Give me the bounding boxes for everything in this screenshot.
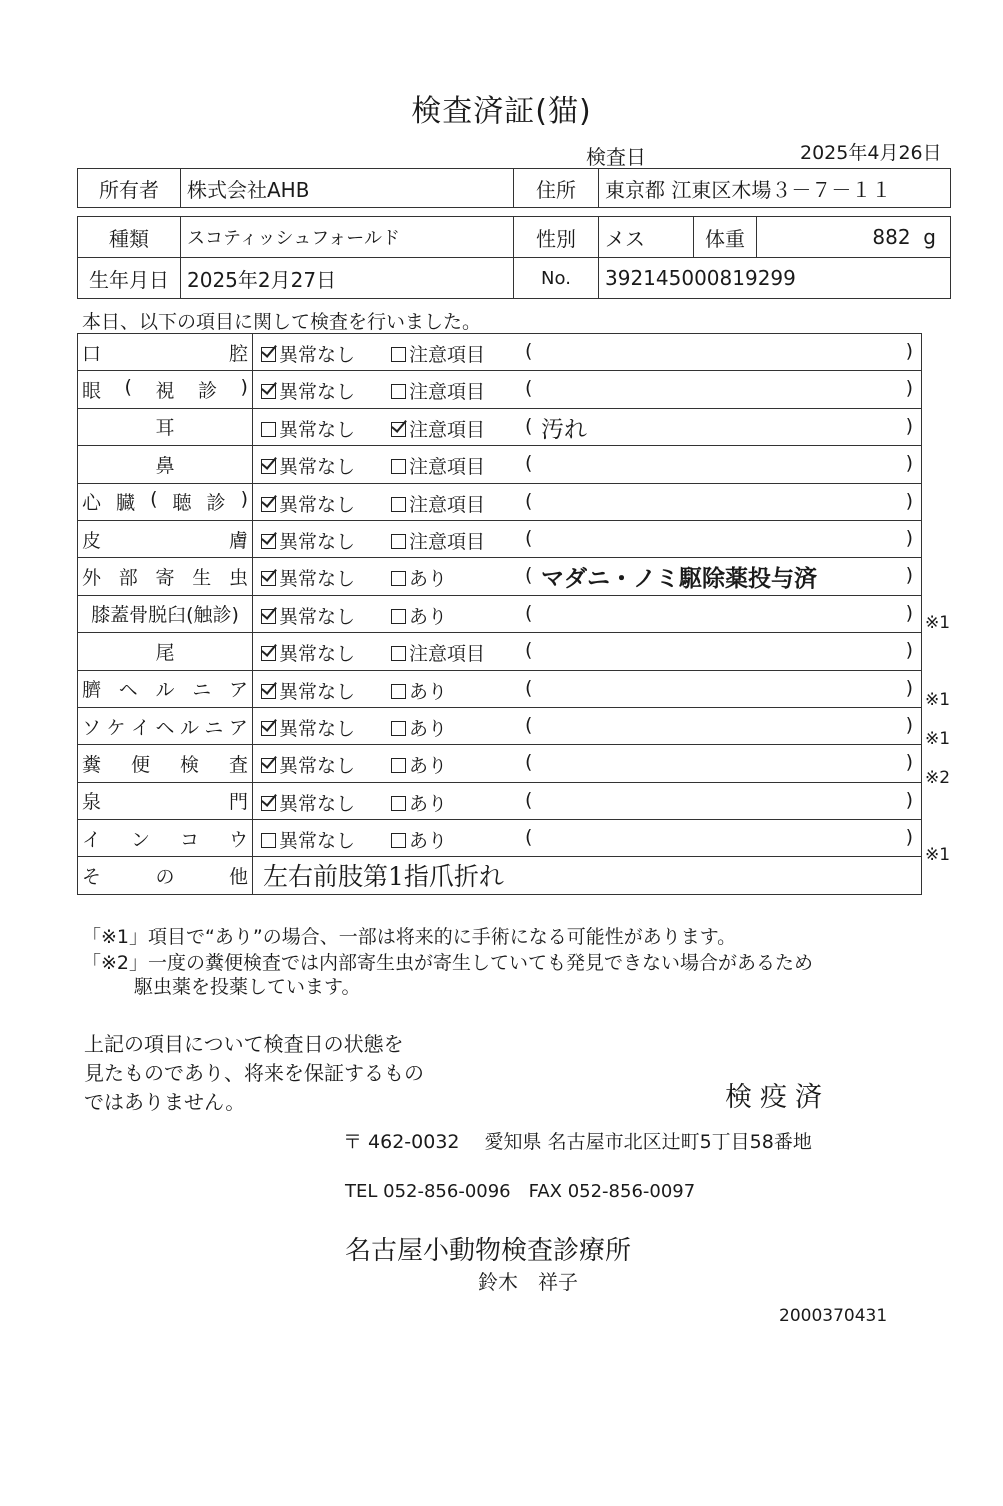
- finding-label: 注意項目: [409, 456, 486, 479]
- exam-result-cell: [253, 745, 922, 782]
- exam-item-name: [78, 633, 253, 670]
- weight-label: 体重: [694, 217, 757, 258]
- quarantine-stamp: 検疫済: [725, 1082, 830, 1113]
- finding-label: あり: [409, 680, 448, 703]
- close-paren: ): [905, 751, 913, 774]
- exam-item-name-char: ヘ: [155, 716, 175, 739]
- finding-option[interactable]: [391, 602, 447, 629]
- open-paren: (: [525, 564, 533, 587]
- open-paren: (: [525, 601, 533, 624]
- exam-result-cell: [253, 782, 922, 819]
- checkbox-icon[interactable]: [261, 721, 276, 736]
- finding-label: あり: [409, 717, 448, 740]
- normal-label: 異常なし: [279, 381, 356, 404]
- footnote-2: 「※2」一度の糞便検査では内部寄生虫が寄生していても発見できない場合があるため: [82, 952, 814, 974]
- normal-option[interactable]: [261, 452, 355, 479]
- finding-option[interactable]: [391, 340, 485, 367]
- footnote-mark: ※1: [925, 729, 951, 749]
- weight-cell: [757, 217, 951, 258]
- checkbox-icon[interactable]: [261, 459, 276, 474]
- finding-option[interactable]: [391, 452, 485, 479]
- exam-result-cell: [253, 670, 922, 707]
- exam-item-name-char: 臓: [116, 492, 136, 515]
- normal-label: 異常なし: [279, 605, 356, 628]
- exam-item-name-char: 生: [192, 567, 212, 590]
- exam-item-name-char: (: [150, 488, 158, 511]
- exam-item-name-char: 臍: [82, 679, 102, 702]
- exam-item-name-char: 眼: [82, 380, 102, 403]
- finding-option[interactable]: [391, 677, 447, 704]
- exam-item-name-char: イ: [82, 828, 102, 851]
- open-paren: (: [525, 751, 533, 774]
- exam-result-cell: [253, 820, 922, 857]
- close-paren: ): [905, 676, 913, 699]
- open-paren: (: [525, 788, 533, 811]
- exam-note: マダニ・ノミ駆除薬投与済: [541, 566, 817, 593]
- exam-item-name: [78, 857, 253, 894]
- finding-option[interactable]: [391, 527, 485, 554]
- finding-label: 注意項目: [409, 344, 486, 366]
- dob-label: 生年月日: [78, 258, 181, 299]
- normal-option[interactable]: [261, 377, 355, 404]
- exam-item-name-char: そ: [82, 866, 102, 889]
- exam-item-name-char: 鼻: [155, 454, 175, 477]
- exam-item-name: [78, 595, 253, 632]
- normal-label: 異常なし: [279, 680, 356, 703]
- normal-option[interactable]: [261, 564, 355, 591]
- exam-item-name: [78, 707, 253, 744]
- table-row: [78, 633, 922, 670]
- checkbox-icon[interactable]: [391, 609, 406, 624]
- other-note: 左右前肢第1指爪折れ: [263, 862, 504, 892]
- exam-item-name: [78, 446, 253, 483]
- exam-item-name-char: コ: [179, 828, 199, 851]
- exam-item-name-char: 門: [228, 791, 248, 814]
- finding-option[interactable]: [391, 564, 447, 591]
- exam-item-name-char: 検: [179, 753, 199, 776]
- exam-result-cell: [253, 633, 922, 670]
- exam-result-cell: [253, 371, 922, 408]
- footnote-mark: ※1: [925, 845, 951, 866]
- exam-item-name: [78, 483, 253, 520]
- table-row: [78, 446, 922, 483]
- other-cell: [253, 857, 922, 894]
- close-paren: ): [905, 526, 913, 549]
- finding-label: 注意項目: [409, 418, 486, 441]
- exam-item-name: [78, 334, 253, 371]
- exam-item-name-char: ン: [130, 828, 150, 851]
- open-paren: (: [525, 639, 533, 662]
- exam-result-cell: [253, 334, 922, 371]
- exam-item-name-char: ル: [155, 679, 175, 702]
- finding-label: 注意項目: [409, 381, 486, 404]
- normal-option[interactable]: [261, 340, 355, 367]
- exam-item-name-char: 腔: [228, 342, 248, 365]
- checkbox-icon[interactable]: [391, 796, 406, 811]
- footnote-mark: ※1: [925, 612, 951, 633]
- exam-item-name-char: 耳: [155, 417, 175, 440]
- normal-label: 異常なし: [279, 717, 356, 740]
- sex-label: 性別: [514, 217, 599, 258]
- normal-option[interactable]: [261, 826, 355, 853]
- exam-item-name: [78, 670, 253, 707]
- address-label: 住所: [514, 169, 599, 208]
- exam-item-name-char: 便: [130, 753, 150, 776]
- exam-result-cell: [253, 408, 922, 445]
- close-paren: ): [905, 639, 913, 662]
- exam-item-name-char: の: [155, 866, 175, 889]
- finding-option[interactable]: [391, 490, 485, 517]
- checkbox-icon[interactable]: [261, 497, 276, 512]
- no-value: 392145000819299: [599, 258, 951, 299]
- clinic-address: 〒 462-0032 愛知県 名古屋市北区辻町5丁目58番地: [343, 1131, 812, 1153]
- normal-option[interactable]: [261, 714, 355, 741]
- exam-note: 汚れ: [541, 416, 587, 443]
- exam-item-name-char: イ: [130, 716, 150, 739]
- table-row: [78, 558, 922, 595]
- exam-item-name-char: 皮: [82, 529, 102, 552]
- exam-item-name-char: ル: [179, 716, 199, 739]
- normal-option[interactable]: [261, 751, 355, 778]
- exam-item-name-char: 寄: [155, 567, 175, 590]
- exam-result-cell: [253, 483, 922, 520]
- exam-item-name-char: 視: [155, 380, 175, 403]
- open-paren: (: [525, 377, 533, 400]
- table-row: [78, 483, 922, 520]
- checkbox-icon[interactable]: [261, 534, 276, 549]
- open-paren: (: [525, 340, 533, 362]
- checkbox-icon[interactable]: [261, 684, 276, 699]
- checkbox-icon[interactable]: [391, 571, 406, 586]
- exam-result-cell: [253, 446, 922, 483]
- table-row: [78, 408, 922, 445]
- finding-label: あり: [409, 605, 448, 628]
- open-paren: (: [525, 713, 533, 736]
- close-paren: ): [905, 377, 913, 400]
- footnote-3: 駆虫薬を投薬しています。: [134, 976, 361, 998]
- exam-item-name-char: ケ: [106, 716, 126, 739]
- exam-item-name-char: ): [240, 376, 248, 399]
- exam-item-name-char: ソ: [82, 716, 102, 739]
- exam-item-name-char: ヘ: [118, 679, 138, 702]
- table-row: [78, 782, 922, 819]
- exam-item-name-char: ア: [228, 716, 248, 739]
- exam-item-name: [78, 820, 253, 857]
- exam-item-name: [78, 782, 253, 819]
- owner-table: [77, 168, 951, 208]
- exam-item-name-char: 糞: [82, 753, 102, 776]
- finding-option[interactable]: [391, 377, 485, 404]
- normal-option[interactable]: [261, 602, 355, 629]
- finding-option[interactable]: [391, 415, 485, 442]
- exam-table: [77, 333, 922, 895]
- exam-item-name-char: 査: [228, 753, 248, 776]
- clinic-tel-fax: TEL 052-856-0096 FAX 052-856-0097: [345, 1181, 696, 1202]
- weight-value: 882: [872, 225, 911, 249]
- inspector-name: 鈴木 祥子: [478, 1270, 578, 1294]
- normal-label: 異常なし: [279, 493, 356, 516]
- checkbox-icon[interactable]: [391, 422, 406, 437]
- exam-item-name-char: ニ: [204, 716, 224, 739]
- exam-item-name-char: 膚: [228, 529, 248, 552]
- exam-item-name-char: 虫: [228, 567, 248, 590]
- open-paren: (: [525, 452, 533, 475]
- dob-value: 2025年2月27日: [181, 258, 514, 299]
- exam-item-name-char: ): [240, 488, 248, 511]
- exam-item-name-char: ア: [228, 679, 248, 702]
- sex-value: メス: [599, 217, 694, 258]
- table-row-other: [78, 857, 922, 894]
- normal-label: 異常なし: [279, 344, 356, 366]
- close-paren: ): [905, 826, 913, 849]
- exam-result-cell: [253, 520, 922, 557]
- exam-item-name-char: 心: [82, 492, 102, 515]
- finding-label: あり: [409, 755, 448, 778]
- normal-label: 異常なし: [279, 530, 356, 553]
- finding-option[interactable]: [391, 751, 447, 778]
- breed-value: スコティッシュフォールド: [181, 217, 514, 258]
- inspection-date: 2025年4月26日: [800, 142, 942, 164]
- exam-item-name-char: ウ: [228, 828, 248, 851]
- checkbox-icon[interactable]: [261, 758, 276, 773]
- exam-item-name-char: 部: [118, 567, 138, 590]
- open-paren: (: [525, 489, 533, 512]
- footnote-mark: ※2: [925, 767, 951, 788]
- checkbox-icon[interactable]: [391, 833, 406, 848]
- footnote-mark: ※1: [925, 690, 951, 711]
- finding-label: あり: [409, 830, 448, 853]
- exam-item-name-char: 口: [82, 342, 102, 365]
- checkbox-icon[interactable]: [391, 684, 406, 699]
- checkbox-icon[interactable]: [391, 497, 406, 512]
- normal-label: 異常なし: [279, 568, 356, 591]
- address-value: 東京都 江東区木場３－７－１１: [599, 169, 951, 208]
- finding-option[interactable]: [391, 789, 447, 816]
- normal-option[interactable]: [261, 490, 355, 517]
- exam-item-name-char: 尾: [155, 641, 175, 664]
- checkbox-icon[interactable]: [391, 384, 406, 399]
- close-paren: ): [905, 414, 913, 437]
- close-paren: ): [905, 340, 913, 362]
- table-row: [78, 595, 922, 632]
- exam-result-cell: [253, 595, 922, 632]
- close-paren: ): [905, 564, 913, 587]
- footnote-1: 「※1」項目で“あり”の場合、一部は将来的に手術になる可能性があります。: [82, 926, 737, 948]
- checkbox-icon[interactable]: [391, 758, 406, 773]
- document-number: 2000370431: [779, 1306, 888, 1326]
- exam-item-name-char: (: [124, 376, 132, 399]
- normal-option[interactable]: [261, 789, 355, 816]
- finding-option[interactable]: [391, 639, 485, 666]
- inspection-date-label: 検査日: [586, 145, 646, 169]
- checkbox-icon[interactable]: [391, 534, 406, 549]
- exam-result-cell: [253, 707, 922, 744]
- close-paren: ): [905, 788, 913, 811]
- close-paren: ): [905, 489, 913, 512]
- exam-item-name-char: 外: [82, 567, 102, 590]
- exam-item-name-char: 診: [206, 492, 226, 515]
- checkbox-icon[interactable]: [261, 646, 276, 661]
- exam-item-name: [78, 558, 253, 595]
- checkbox-icon[interactable]: [391, 459, 406, 474]
- normal-option[interactable]: [261, 527, 355, 554]
- owner-value: 株式会社AHB: [181, 169, 514, 208]
- finding-label: 注意項目: [409, 530, 486, 553]
- finding-label: 注意項目: [409, 493, 486, 516]
- no-label: No.: [514, 258, 599, 299]
- open-paren: (: [525, 676, 533, 699]
- checkbox-icon[interactable]: [391, 347, 406, 362]
- close-paren: ): [905, 452, 913, 475]
- intro-text: 本日、以下の項目に関して検査を行いました。: [82, 311, 482, 333]
- checkbox-icon[interactable]: [261, 833, 276, 848]
- normal-label: 異常なし: [279, 643, 356, 666]
- checkbox-icon[interactable]: [391, 646, 406, 661]
- exam-item-name: [78, 745, 253, 782]
- table-row: [78, 371, 922, 408]
- checkbox-icon[interactable]: [261, 796, 276, 811]
- open-paren: (: [525, 414, 533, 437]
- normal-label: 異常なし: [279, 418, 356, 441]
- open-paren: (: [525, 826, 533, 849]
- finding-label: 注意項目: [409, 643, 486, 666]
- checkbox-icon[interactable]: [261, 571, 276, 586]
- exam-item-name-char: 他: [228, 866, 248, 889]
- finding-label: あり: [409, 568, 448, 591]
- normal-label: 異常なし: [279, 456, 356, 479]
- table-row: [78, 520, 922, 557]
- exam-item-name-char: 膝蓋骨脱臼(触診): [91, 604, 239, 627]
- table-row: [78, 820, 922, 857]
- table-row: [78, 670, 922, 707]
- exam-item-name-char: 聴: [172, 492, 192, 515]
- finding-option[interactable]: [391, 826, 447, 853]
- exam-item-name-char: 診: [198, 380, 218, 403]
- normal-label: 異常なし: [279, 792, 356, 815]
- finding-label: あり: [409, 792, 448, 815]
- animal-table: [77, 216, 951, 299]
- weight-unit: g: [923, 225, 936, 249]
- exam-result-cell: [253, 558, 922, 595]
- close-paren: ): [905, 713, 913, 736]
- exam-item-name: [78, 520, 253, 557]
- disclaimer: 上記の項目について検査日の状態を 見たものであり、将来を保証するもの ではありません。: [84, 1032, 424, 1114]
- table-row: [78, 745, 922, 782]
- normal-option[interactable]: [261, 415, 355, 442]
- exam-item-name-char: ニ: [192, 679, 212, 702]
- close-paren: ): [905, 601, 913, 624]
- breed-label: 種類: [78, 217, 181, 258]
- page-title: 検査済証(猫): [411, 94, 592, 129]
- finding-option[interactable]: [391, 714, 447, 741]
- normal-label: 異常なし: [279, 830, 356, 853]
- checkbox-icon[interactable]: [261, 422, 276, 437]
- checkbox-icon[interactable]: [261, 347, 276, 362]
- table-row: [78, 334, 922, 371]
- exam-item-name: [78, 371, 253, 408]
- exam-item-name-char: 泉: [82, 791, 102, 814]
- normal-option[interactable]: [261, 677, 355, 704]
- exam-item-name: [78, 408, 253, 445]
- open-paren: (: [525, 526, 533, 549]
- checkbox-icon[interactable]: [261, 609, 276, 624]
- clinic-name: 名古屋小動物検査診療所: [345, 1236, 632, 1266]
- checkbox-icon[interactable]: [391, 721, 406, 736]
- checkbox-icon[interactable]: [261, 384, 276, 399]
- normal-label: 異常なし: [279, 755, 356, 778]
- normal-option[interactable]: [261, 639, 355, 666]
- table-row: [78, 707, 922, 744]
- owner-label: 所有者: [78, 169, 181, 208]
